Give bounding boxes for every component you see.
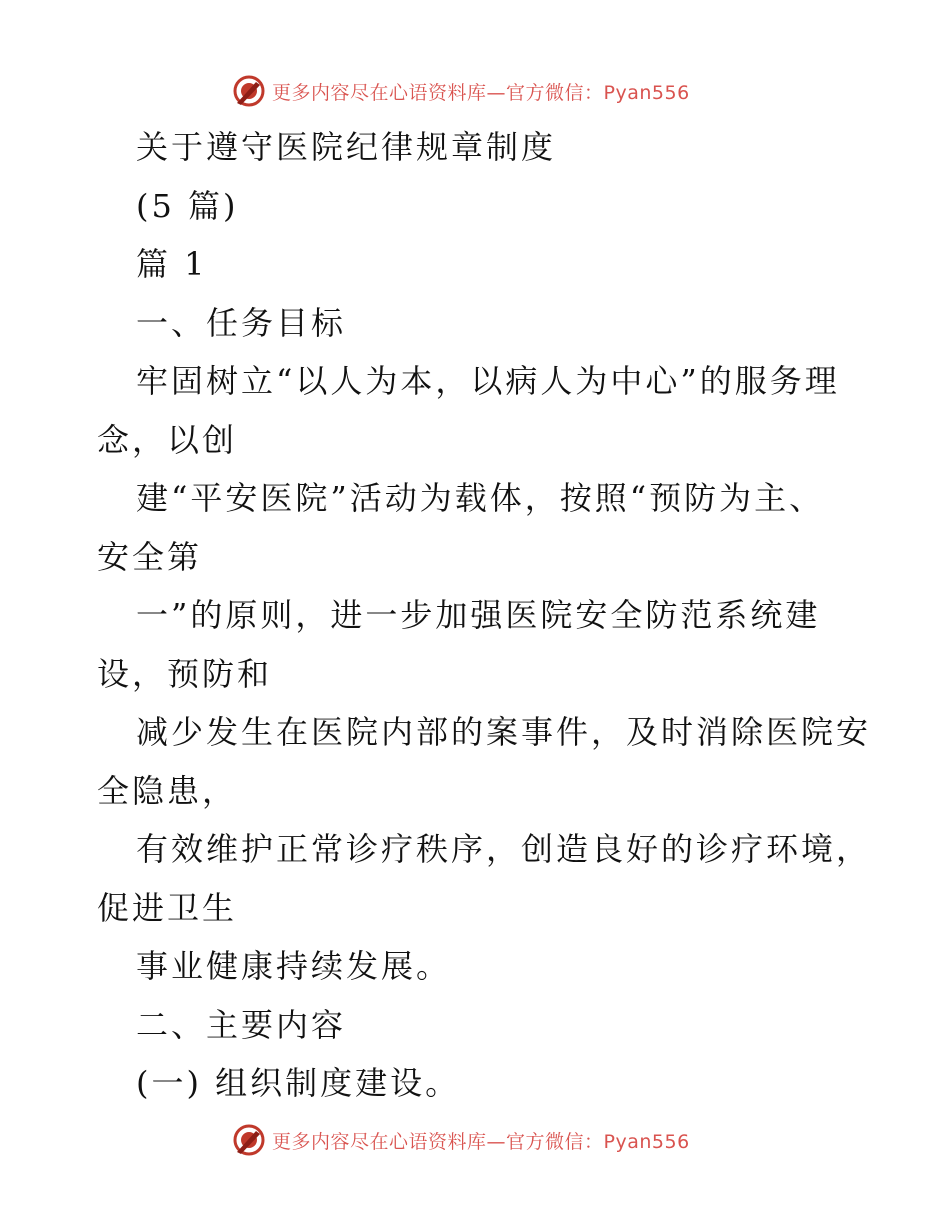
document-line: 事业健康持续发展。: [136, 947, 452, 985]
seal-pen-logo-icon: [232, 74, 266, 108]
watermark-text: 更多内容尽在心语资料库—官方微信：Pyan556: [272, 81, 690, 104]
document-line: 关于遵守医院纪律规章制度: [136, 128, 557, 166]
document-line: 促进卫生: [97, 888, 238, 927]
document-line: 念，以创: [97, 420, 238, 459]
seal-pen-logo-icon: [232, 1123, 266, 1157]
document-line: 安全第: [97, 537, 203, 576]
document-line: 减少发生在医院内部的案事件，及时消除医院安: [136, 713, 872, 751]
document-line: 一”的原则，进一步加强医院安全防范系统建: [136, 596, 821, 634]
document-line: 有效维护正常诊疗秩序，创造良好的诊疗环境，: [136, 830, 872, 868]
watermark-banner-top: [232, 71, 732, 111]
watermark-text: 更多内容尽在心语资料库—官方微信：Pyan556: [272, 1130, 690, 1153]
document-line: 二、主要内容: [136, 1005, 347, 1044]
document-line: (5 篇): [136, 186, 239, 225]
watermark-banner-bottom: [232, 1120, 732, 1160]
document-line: 全隐患，: [97, 771, 238, 810]
document-line: 牢固树立“以人为本，以病人为中心”的服务理: [136, 362, 840, 400]
document-line: 一、任务目标: [136, 303, 347, 342]
document-body: [97, 118, 887, 1113]
document-line: 设，预防和: [97, 654, 273, 693]
document-line: (一) 组织制度建设。: [136, 1064, 461, 1102]
document-line: 建“平安医院”活动为载体，按照“预防为主、: [136, 479, 825, 517]
document-line: 篇 1: [136, 245, 208, 283]
